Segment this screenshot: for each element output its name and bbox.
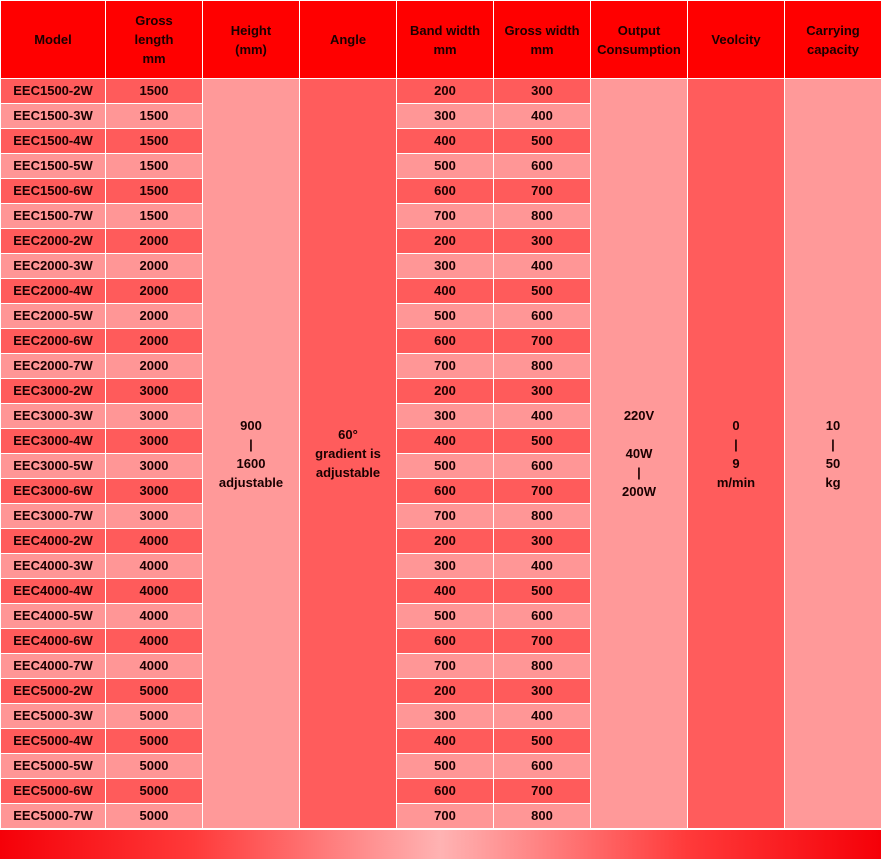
model-cell: EEC5000-6W — [1, 779, 106, 804]
band-width-cell: 700 — [397, 204, 494, 229]
gross-width-cell: 400 — [494, 704, 591, 729]
merged-capacity-line: 10 — [825, 417, 841, 433]
model-cell: EEC5000-7W — [1, 804, 106, 829]
model-cell: EEC1500-5W — [1, 154, 106, 179]
band-width-cell: 500 — [397, 154, 494, 179]
merged-velocity-cell — [688, 79, 785, 829]
band-width-cell: 400 — [397, 279, 494, 304]
header-band-width: Band width mm — [397, 1, 494, 79]
band-width-cell: 600 — [397, 179, 494, 204]
model-cell: EEC4000-4W — [1, 579, 106, 604]
band-width-cell: 200 — [397, 229, 494, 254]
header-row — [1, 1, 881, 79]
model-cell: EEC2000-5W — [1, 304, 106, 329]
merged-velocity-line: | — [734, 436, 738, 452]
gross-width-cell: 300 — [494, 379, 591, 404]
gross-length-cell: 2000 — [106, 254, 203, 279]
model-cell: EEC1500-2W — [1, 79, 106, 104]
model-cell: EEC3000-2W — [1, 379, 106, 404]
gross-width-cell: 600 — [494, 604, 591, 629]
model-cell: EEC1500-4W — [1, 129, 106, 154]
merged-height-line: adjustable — [218, 474, 284, 490]
model-cell: EEC4000-3W — [1, 554, 106, 579]
gross-length-cell: 1500 — [106, 154, 203, 179]
model-cell: EEC4000-7W — [1, 654, 106, 679]
merged-capacity-line: | — [831, 436, 835, 452]
gross-width-cell: 800 — [494, 204, 591, 229]
gross-width-cell: 300 — [494, 529, 591, 554]
gross-width-cell: 300 — [494, 79, 591, 104]
gross-length-cell: 3000 — [106, 429, 203, 454]
merged-angle-line: 60° — [338, 427, 358, 442]
band-width-cell: 200 — [397, 79, 494, 104]
band-width-cell: 300 — [397, 104, 494, 129]
band-width-cell: 300 — [397, 254, 494, 279]
band-width-cell: 300 — [397, 554, 494, 579]
band-width-cell: 300 — [397, 404, 494, 429]
gross-length-cell: 4000 — [106, 579, 203, 604]
gross-width-cell: 600 — [494, 454, 591, 479]
gross-width-cell: 800 — [494, 654, 591, 679]
band-width-cell: 500 — [397, 454, 494, 479]
band-width-cell: 600 — [397, 779, 494, 804]
band-width-cell: 300 — [397, 704, 494, 729]
band-width-cell: 600 — [397, 629, 494, 654]
gross-length-cell: 2000 — [106, 304, 203, 329]
footer-gradient-bar — [0, 829, 881, 859]
band-width-cell: 400 — [397, 429, 494, 454]
header-angle: Angle — [300, 1, 397, 79]
gross-width-cell: 300 — [494, 229, 591, 254]
merged-output-line: 40W — [625, 446, 653, 461]
model-cell: EEC5000-3W — [1, 704, 106, 729]
gross-length-cell: 5000 — [106, 679, 203, 704]
header-output-consumption: Output Consumption — [591, 1, 688, 79]
gross-length-cell: 5000 — [106, 704, 203, 729]
merged-capacity-line: kg — [825, 474, 841, 490]
gross-width-cell: 700 — [494, 629, 591, 654]
gross-length-cell: 1500 — [106, 104, 203, 129]
merged-velocity-line: 9 — [732, 455, 740, 471]
gross-width-cell: 500 — [494, 279, 591, 304]
gross-length-cell: 5000 — [106, 729, 203, 754]
band-width-cell: 500 — [397, 604, 494, 629]
gross-length-cell: 4000 — [106, 654, 203, 679]
gross-width-cell: 700 — [494, 179, 591, 204]
model-cell: EEC3000-6W — [1, 479, 106, 504]
gross-width-cell: 600 — [494, 304, 591, 329]
gross-length-cell: 2000 — [106, 229, 203, 254]
band-width-cell: 700 — [397, 804, 494, 829]
gross-length-cell: 5000 — [106, 804, 203, 829]
band-width-cell: 700 — [397, 354, 494, 379]
header-gross-width: Gross width mm — [494, 1, 591, 79]
merged-height-cell — [203, 79, 300, 829]
merged-output-line: | — [637, 465, 641, 480]
gross-length-cell: 1500 — [106, 129, 203, 154]
band-width-cell: 200 — [397, 679, 494, 704]
gross-length-cell: 2000 — [106, 354, 203, 379]
table-row — [1, 79, 881, 104]
band-width-cell: 200 — [397, 379, 494, 404]
band-width-cell: 600 — [397, 329, 494, 354]
merged-angle-line: gradient is — [315, 446, 381, 461]
gross-width-cell: 400 — [494, 104, 591, 129]
merged-angle-cell — [300, 79, 397, 829]
model-cell: EEC3000-5W — [1, 454, 106, 479]
merged-output-line: 200W — [622, 484, 656, 499]
merged-capacity-cell — [785, 79, 881, 829]
merged-height-line: | — [249, 436, 253, 452]
model-cell: EEC2000-7W — [1, 354, 106, 379]
gross-length-cell: 4000 — [106, 554, 203, 579]
model-cell: EEC3000-4W — [1, 429, 106, 454]
model-cell: EEC1500-7W — [1, 204, 106, 229]
band-width-cell: 500 — [397, 304, 494, 329]
header-height: Height (mm) — [203, 1, 300, 79]
gross-length-cell: 4000 — [106, 629, 203, 654]
band-width-cell: 500 — [397, 754, 494, 779]
header-carrying-capacity: Carrying capacity — [785, 1, 881, 79]
band-width-cell: 400 — [397, 129, 494, 154]
band-width-cell: 600 — [397, 479, 494, 504]
model-cell: EEC2000-3W — [1, 254, 106, 279]
model-cell: EEC2000-6W — [1, 329, 106, 354]
gross-width-cell: 400 — [494, 554, 591, 579]
merged-velocity-line: m/min — [716, 474, 756, 490]
model-cell: EEC2000-2W — [1, 229, 106, 254]
gross-width-cell: 500 — [494, 429, 591, 454]
header-velocity: Veolcity — [688, 1, 785, 79]
gross-width-cell: 400 — [494, 254, 591, 279]
model-cell: EEC4000-5W — [1, 604, 106, 629]
gross-width-cell: 700 — [494, 329, 591, 354]
gross-length-cell: 5000 — [106, 754, 203, 779]
gross-length-cell: 4000 — [106, 604, 203, 629]
band-width-cell: 700 — [397, 654, 494, 679]
gross-width-cell: 500 — [494, 729, 591, 754]
gross-length-cell: 2000 — [106, 329, 203, 354]
gross-width-cell: 800 — [494, 354, 591, 379]
model-cell: EEC1500-3W — [1, 104, 106, 129]
merged-velocity-line: 0 — [732, 417, 740, 433]
gross-width-cell: 500 — [494, 579, 591, 604]
header-model: Model — [1, 1, 106, 79]
band-width-cell: 400 — [397, 729, 494, 754]
model-cell: EEC2000-4W — [1, 279, 106, 304]
gross-width-cell: 700 — [494, 479, 591, 504]
merged-capacity-line: 50 — [825, 455, 841, 471]
merged-output-line: 220V — [623, 408, 655, 423]
gross-length-cell: 3000 — [106, 504, 203, 529]
band-width-cell: 200 — [397, 529, 494, 554]
model-cell: EEC5000-4W — [1, 729, 106, 754]
gross-length-cell: 3000 — [106, 454, 203, 479]
header-gross-length: Gross length mm — [106, 1, 203, 79]
model-cell: EEC3000-3W — [1, 404, 106, 429]
merged-angle-line: adjustable — [315, 465, 381, 480]
model-cell: EEC5000-2W — [1, 679, 106, 704]
gross-length-cell: 3000 — [106, 379, 203, 404]
gross-width-cell: 800 — [494, 504, 591, 529]
model-cell: EEC5000-5W — [1, 754, 106, 779]
model-cell: EEC4000-6W — [1, 629, 106, 654]
model-cell: EEC4000-2W — [1, 529, 106, 554]
gross-width-cell: 500 — [494, 129, 591, 154]
merged-output-line — [591, 425, 687, 444]
merged-height-line: 900 — [240, 417, 262, 433]
gross-width-cell: 700 — [494, 779, 591, 804]
gross-length-cell: 4000 — [106, 529, 203, 554]
gross-length-cell: 3000 — [106, 479, 203, 504]
gross-width-cell: 300 — [494, 679, 591, 704]
model-cell: EEC3000-7W — [1, 504, 106, 529]
gross-width-cell: 400 — [494, 404, 591, 429]
gross-length-cell: 2000 — [106, 279, 203, 304]
gross-width-cell: 600 — [494, 754, 591, 779]
gross-width-cell: 800 — [494, 804, 591, 829]
merged-height-line: 1600 — [236, 455, 266, 471]
band-width-cell: 400 — [397, 579, 494, 604]
gross-length-cell: 1500 — [106, 79, 203, 104]
merged-output-cell — [591, 79, 688, 829]
table-body — [1, 79, 881, 829]
gross-length-cell: 5000 — [106, 779, 203, 804]
gross-width-cell: 600 — [494, 154, 591, 179]
model-cell: EEC1500-6W — [1, 179, 106, 204]
gross-length-cell: 1500 — [106, 179, 203, 204]
gross-length-cell: 1500 — [106, 204, 203, 229]
band-width-cell: 700 — [397, 504, 494, 529]
gross-length-cell: 3000 — [106, 404, 203, 429]
